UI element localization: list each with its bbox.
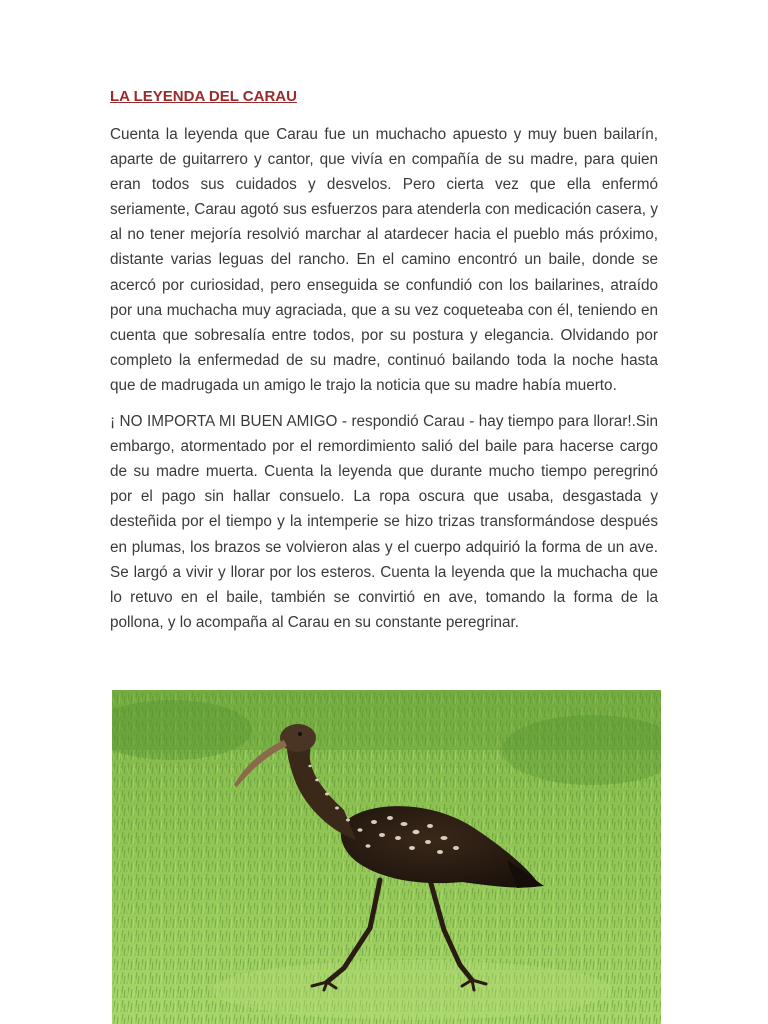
paragraph-1: Cuenta la leyenda que Carau fue un muchacho apuesto y muy buen bailarín, aparte de guitarrero y cantor, que vivía en compañía de su madre, para quien eran todos sus cuidados y desvelos. Pero cierta vez que ella enfermó seriamente, Carau agotó sus esfuerzos para atenderla con medicación casera, y al no tener mejoría resolvió marchar al atardecer hacia el pueblo más próximo, distante varias leguas del rancho. En el camino encontró un baile, donde se acercó por curiosidad, pero enseguida se confundió con los bailarines, atraído por una muchacha muy agraciada, que a su vez coqueteaba con él, teniendo en cuenta que sobresalía entre todos, por su postura y elegancia. Olvidando por completo la enfermedad de su madre, continuó bailando toda la noche hasta que de madrugada un amigo le trajo la noticia que su madre había muerto. xyxy=(110,126,658,394)
carau-bird-illustration xyxy=(112,690,661,1024)
document-title: LA LEYENDA DEL CARAU xyxy=(110,88,297,105)
bird-photo xyxy=(112,690,661,1024)
document-page xyxy=(110,87,658,646)
paragraph-2: ¡ NO IMPORTA MI BUEN AMIGO - respondió Carau - hay tiempo para llorar!.Sin embargo, atormentado por el remordimiento salió del baile para hacerse cargo de su madre muerta. Cuenta la leyenda que durante mucho tiempo peregrinó por el pago sin hallar consuelo. La ropa oscura que usaba, desgastada y desteñida por el tiempo y la intemperie se hizo trizas transformándose después en plumas, los brazos se volvieron alas y el cuerpo adquirió la forma de un ave. Se largó a vivir y llorar por los esteros. Cuenta la leyenda que la muchacha que lo retuvo en el baile, también se convirtió en ave, tomando la forma de la pollona, y lo acompaña al Carau en su constante peregrinar. xyxy=(110,413,658,631)
